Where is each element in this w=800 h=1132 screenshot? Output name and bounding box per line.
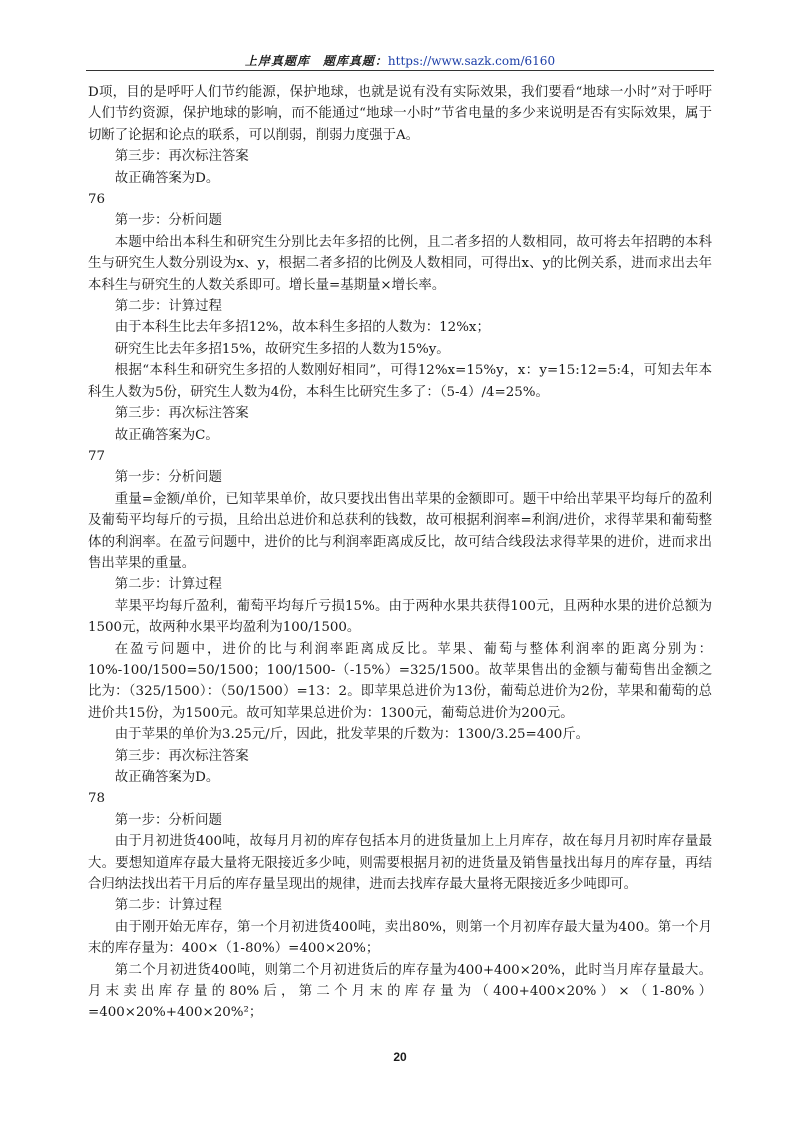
paragraph: 第三步：再次标注答案: [114, 748, 249, 764]
paragraph: 第二个月初进货400吨，则第二个月初进货后的库存量为400+400×20%，此时当月库存量最大。月末卖出库存量的80%后，第二个月末的库存量为（400+400×20%）×（1-80%）=400×20%+400×20%²；: [88, 962, 712, 1021]
paragraph: 研究生比去年多招15%，故研究生多招的人数为15%y。: [114, 341, 450, 357]
document-body: [88, 82, 712, 1024]
paragraph: 第三步：再次标注答案: [114, 149, 249, 165]
paragraph: 故正确答案为D。: [114, 770, 220, 785]
page-number: 20: [393, 1050, 407, 1064]
question-number: 78: [88, 791, 106, 807]
paragraph: 第二步：计算过程: [114, 299, 222, 315]
paragraph: 第二步：计算过程: [114, 577, 222, 593]
paragraph: D项，目的是呼吁人们节约能源，保护地球，也就是说有没有实际效果，我们要看“地球一小时”对于呼吁人们节约资源，保护地球的影响，而不能通过“地球一小时”节省电量的多少来说明是否有实际效果，属于切断了论据和论点的联系，可以削弱，削弱力度强于A。: [88, 85, 712, 143]
paragraph: 由于刚开始无库存，第一个月初进货400吨，卖出80%，则第一个月初库存最大量为400。第一个月末的库存量为：400×（1-80%）=400×20%；: [88, 919, 712, 957]
paragraph: 重量=金额/单价，已知苹果单价，故只要找出售出苹果的金额即可。题干中给出苹果平均每斤的盈利及葡萄平均每斤的亏损，且给出总进价和总获利的钱数，故可根据利润率=利润/进价，求得苹果和葡萄整体的利润率。在盈亏问题中，进价的比与利润率距离成反比，故可结合线段法求得苹果的进价，进而求出售出苹果的重量。: [88, 491, 712, 571]
question-number: 76: [88, 192, 106, 208]
paragraph: 由于苹果的单价为3.25元/斤，因此，批发苹果的斤数为：1300/3.25=400斤。: [114, 727, 590, 743]
paragraph: 故正确答案为C。: [114, 427, 219, 443]
paragraph: 本题中给出本科生和研究生分别比去年多招的比例，且二者多招的人数相同，故可将去年招聘的本科生与研究生人数分别设为x、y，根据二者多招的比例及人数相同，可得出x、y的比例关系，进而求出去年本科生与研究生的人数关系即可。增长量=基期量×增长率。: [88, 234, 712, 293]
paragraph: 在盈亏问题中，进价的比与利润率距离成反比。苹果、葡萄与整体利润率的距离分别为：10%-100/1500=50/1500；100/1500-（-15%）=325/1500。故苹果售出的金额与葡萄售出金额之比为：（325/1500）：（50/1500）=13：2。即苹果总进价为13份，葡萄总进价为2份，苹果和葡萄的总进价共15份，为1500元。故可知苹果总进价为：1300元，葡萄总进价为200元。: [88, 641, 712, 721]
paragraph: 苹果平均每斤盈利，葡萄平均每斤亏损15%。由于两种水果共获得100元，且两种水果的进价总额为1500元，故两种水果平均盈利为100/1500。: [88, 598, 712, 636]
paragraph: 第一步：分析问题: [114, 470, 222, 486]
paragraph: 第三步：再次标注答案: [114, 406, 249, 422]
paragraph: 故正确答案为D。: [114, 170, 220, 186]
page-header: [0, 52, 800, 69]
header-site-link[interactable]: https://www.sazk.com/6160: [387, 54, 556, 68]
header-title: 上岸真题库 题库真题：: [244, 54, 388, 68]
paragraph: 第一步：分析问题: [114, 812, 222, 828]
paragraph: 第二步：计算过程: [114, 898, 222, 914]
header-divider: [86, 70, 714, 71]
question-number: 77: [88, 448, 106, 464]
paragraph: 由于本科生比去年多招12%，故本科生多招的人数为：12%x；: [114, 320, 490, 336]
paragraph: 第一步：分析问题: [114, 213, 222, 229]
paragraph: 由于月初进货400吨，故每月月初的库存包括本月的进货量加上上月库存，故在每月月初时库存量最大。要想知道库存最大量将无限接近多少吨，则需要根据月初的进货量及销售量找出每月的库存量，再结合归纳法找出若干月后的库存量呈现出的规律，进而去找库存最大量将无限接近多少吨即可。: [88, 834, 712, 893]
paragraph: 根据“本科生和研究生多招的人数刚好相同”，可得12%x=15%y，x：y=15:12=5:4，可知去年本科生人数为5份，研究生人数为4份，本科生比研究生多了：（5-4）/4=25%。: [88, 363, 712, 400]
